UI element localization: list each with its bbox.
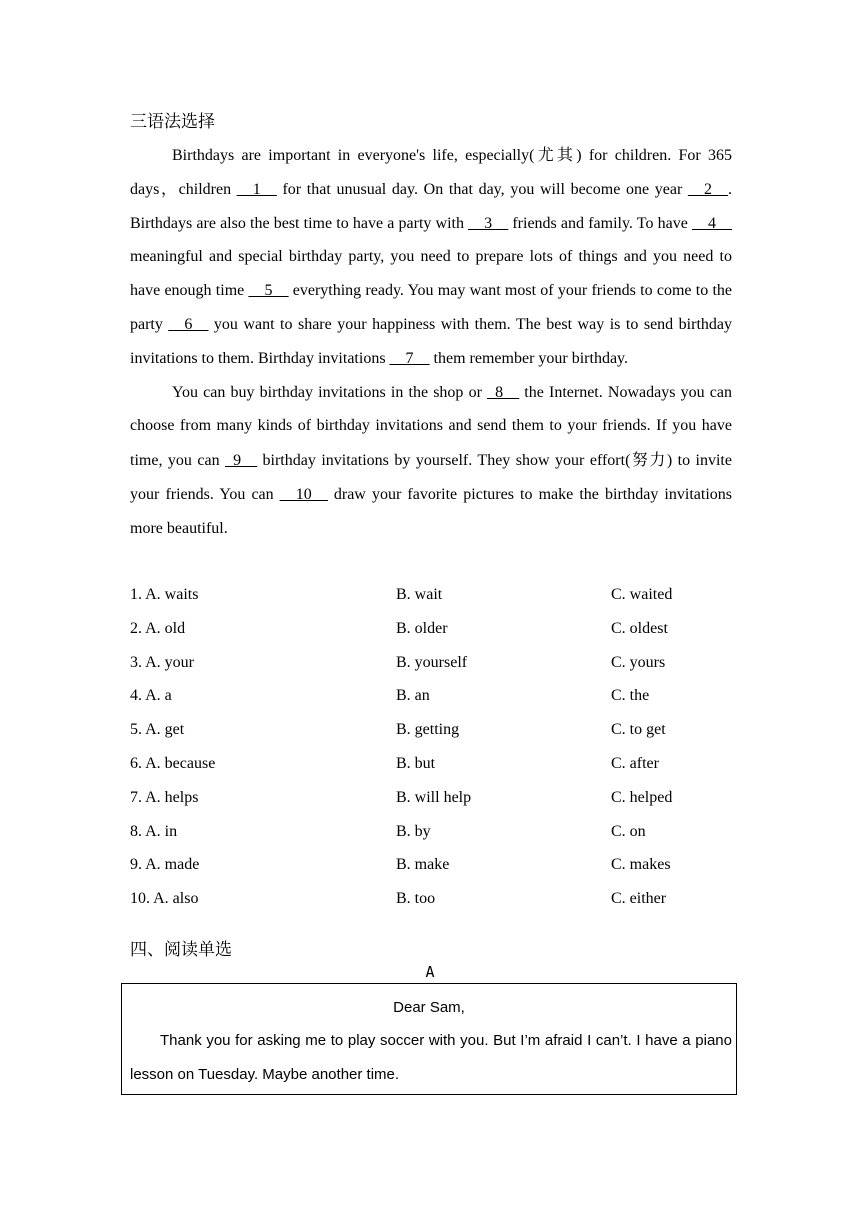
option-row-10 xyxy=(130,882,732,916)
blank-8: _8__ xyxy=(487,383,520,401)
option-a: 1. A. waits xyxy=(130,586,199,603)
passage-text: ) for children. For 365 days，children xyxy=(130,147,732,198)
blank-2: __2__ xyxy=(688,180,728,198)
answer-options xyxy=(130,578,732,916)
passage-text: the Internet. Nowadays you can choose from many kinds of birthday invitations and send them to your friends. If you have time, you can xyxy=(130,383,732,470)
blank-9: _9__ xyxy=(225,452,258,470)
option-c: C. oldest xyxy=(611,619,668,637)
option-c: C. on xyxy=(611,822,646,840)
blank-5: __5__ xyxy=(248,282,289,300)
option-row-4 xyxy=(130,679,732,713)
passage-label: A xyxy=(425,963,435,981)
option-c: C. either xyxy=(611,890,667,908)
letter-box xyxy=(121,983,737,1095)
passage-text: you want to share your happiness with them. The best way is to send birthday invitations to them. Birthday invitations xyxy=(130,315,733,367)
blank-6: __6__ xyxy=(168,315,209,333)
option-a: 7. A. helps xyxy=(130,788,199,806)
option-b: B. but xyxy=(396,754,436,772)
option-c: C. yours xyxy=(611,653,666,671)
option-a: 9. A. made xyxy=(130,856,200,874)
passage-text: draw your favorite pictures to make the birthday invitations more beautiful. xyxy=(130,485,732,537)
cloze-passage xyxy=(130,138,732,546)
option-a: 2. A. old xyxy=(130,619,186,637)
passage-text: everything ready. You may want most of your friends to come to the party xyxy=(130,282,732,333)
option-row-5 xyxy=(130,713,732,747)
option-b: B. by xyxy=(396,822,431,840)
passage-paragraph-1 xyxy=(130,138,732,376)
option-b: B. wait xyxy=(396,586,443,603)
passage-text: ) to invite your friends. You can xyxy=(130,452,732,503)
blank-10: __10__ xyxy=(279,485,328,503)
chinese-gloss: 努力 xyxy=(630,450,667,470)
option-c: C. the xyxy=(611,687,650,705)
option-c: C. after xyxy=(611,754,659,772)
blank-4: __4__ xyxy=(692,214,732,232)
letter-greeting: Dear Sam, xyxy=(393,999,465,1016)
passage-text: friends and family. To have xyxy=(508,214,692,232)
option-c: C. makes xyxy=(611,856,671,874)
section-title-grammar: 三语法选择 xyxy=(130,112,215,132)
option-row-6 xyxy=(130,747,732,781)
chinese-gloss: 尤其 xyxy=(534,145,577,164)
option-b: B. too xyxy=(396,890,436,908)
passage-text: meaningful and special birthday party, you need to prepare lots of things and you need to have enough time xyxy=(130,248,732,300)
option-c: C. waited xyxy=(611,586,673,603)
option-row-1 xyxy=(130,578,732,612)
blank-7: __7__ xyxy=(389,349,430,367)
blank-3: __3__ xyxy=(468,214,509,232)
option-row-8 xyxy=(130,815,732,849)
option-a: 5. A. get xyxy=(130,721,185,739)
option-b: B. getting xyxy=(396,721,460,739)
passage-text: them remember your birthday. xyxy=(429,349,628,367)
option-c: C. helped xyxy=(611,788,673,806)
option-row-3 xyxy=(130,646,732,680)
option-a: 4. A. a xyxy=(130,687,172,705)
blank-1: __1__ xyxy=(236,180,277,198)
option-a: 3. A. your xyxy=(130,653,194,671)
option-b: B. yourself xyxy=(396,653,468,671)
option-b: B. will help xyxy=(396,788,472,806)
option-row-7 xyxy=(130,781,732,815)
passage-text: Birthdays are important in everyone's life, especially( xyxy=(172,147,535,164)
passage-text: . Birthdays are also the best time to have a party with xyxy=(130,180,732,232)
passage-paragraph-2 xyxy=(130,376,732,546)
option-a: 8. A. in xyxy=(130,822,178,840)
letter-body: Thank you for asking me to play soccer with you. But I’m afraid I can’t. I have a piano lesson on Tuesday. Maybe another time. xyxy=(130,1032,732,1083)
passage-text: birthday invitations by yourself. They show your effort( xyxy=(257,452,631,470)
option-b: B. older xyxy=(396,619,448,637)
option-b: B. make xyxy=(396,856,450,874)
option-c: C. to get xyxy=(611,721,666,739)
passage-text: You can buy birthday invitations in the shop or xyxy=(172,383,488,401)
option-a: 6. A. because xyxy=(130,754,216,772)
option-row-9 xyxy=(130,848,732,882)
option-b: B. an xyxy=(396,687,430,705)
passage-text: for that unusual day. On that day, you will become one year xyxy=(276,180,688,198)
section-title-reading: 四、阅读单选 xyxy=(130,940,232,960)
option-row-2 xyxy=(130,612,732,646)
option-a: 10. A. also xyxy=(130,890,199,908)
